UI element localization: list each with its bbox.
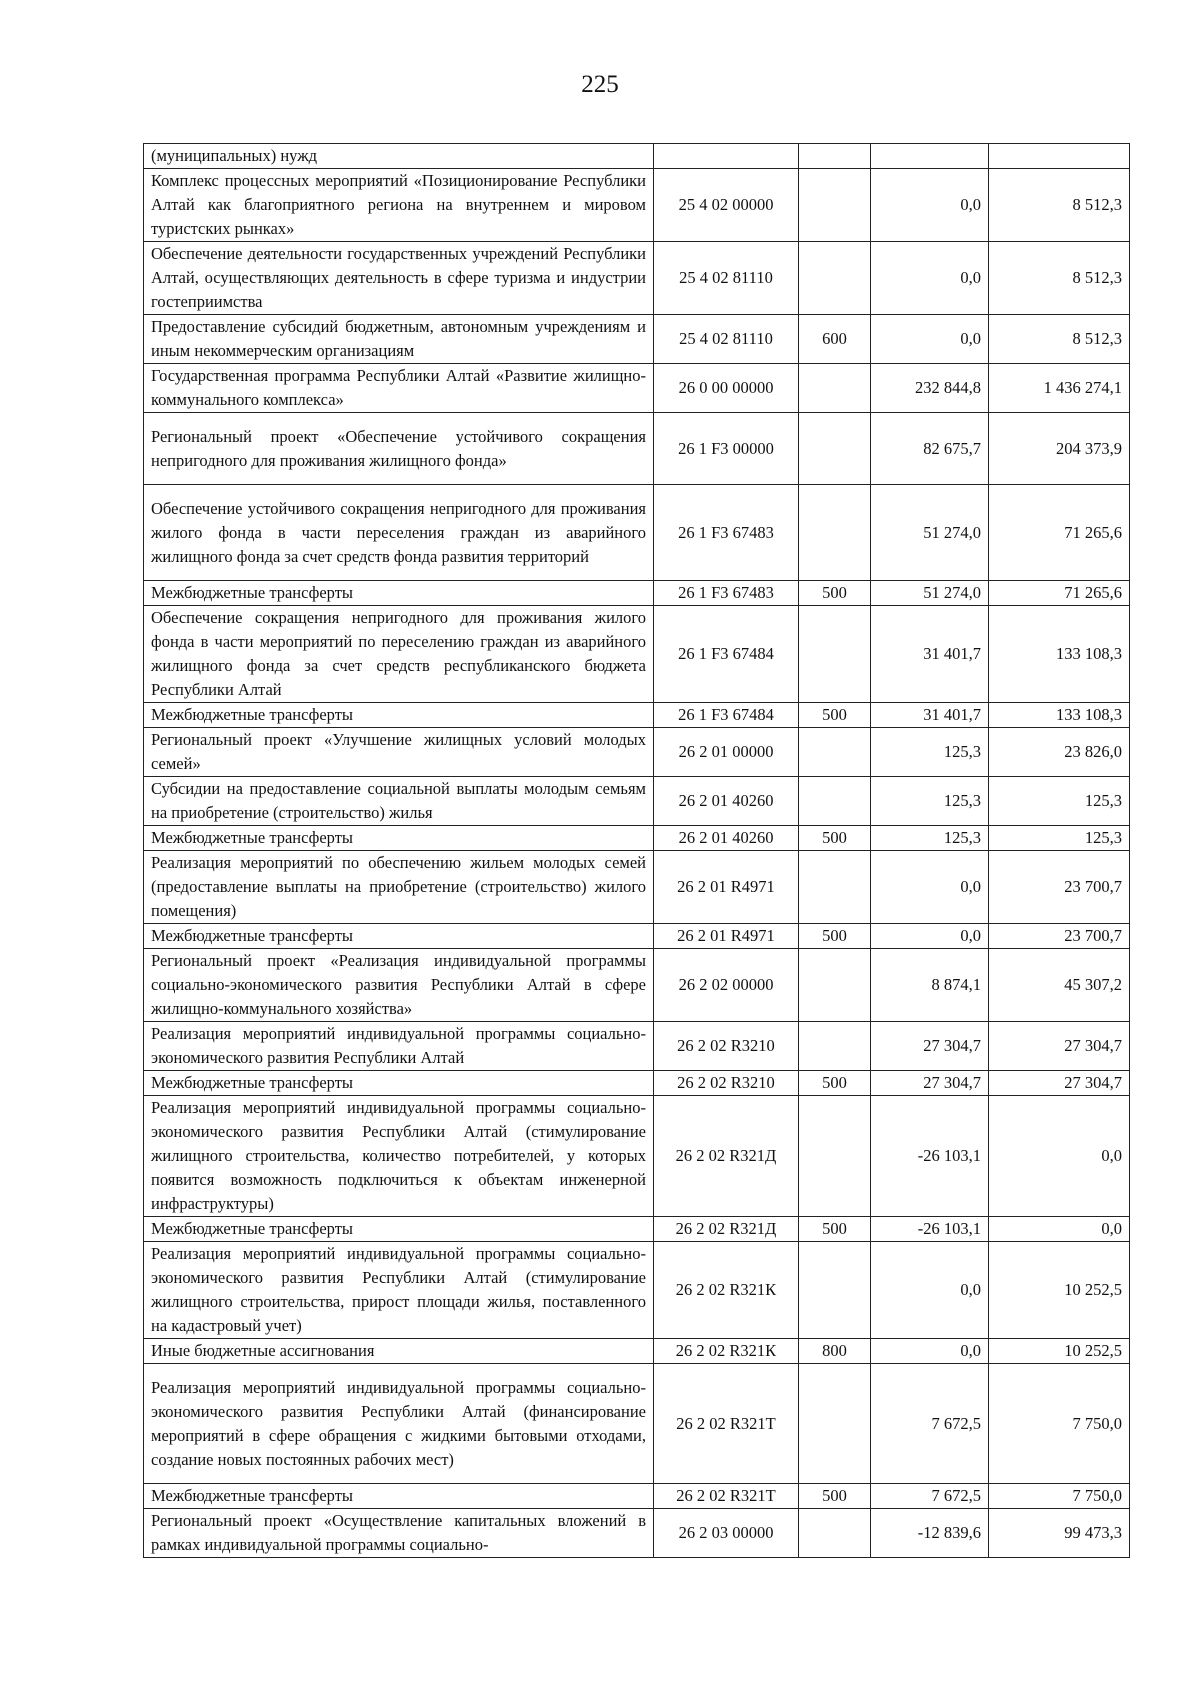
table-row bbox=[144, 1096, 1130, 1217]
cell-value-2: 27 304,7 bbox=[989, 1071, 1130, 1096]
table-row bbox=[144, 826, 1130, 851]
page-number: 225 bbox=[581, 71, 619, 98]
table-row bbox=[144, 485, 1130, 581]
cell-name: Предоставление субсидий бюджетным, автономным учреждениям и иным некоммерческим организациям bbox=[144, 315, 654, 364]
cell-name: Реализация мероприятий индивидуальной программы социально-экономического развития Республики Алтай bbox=[144, 1022, 654, 1071]
cell-value-1: 0,0 bbox=[871, 1242, 989, 1339]
table-row bbox=[144, 1071, 1130, 1096]
cell-value-2: 0,0 bbox=[989, 1096, 1130, 1217]
cell-name: Обеспечение деятельности государственных учреждений Республики Алтай, осуществляющих деятельность в сфере туризма и индустрии гостеприимства bbox=[144, 242, 654, 315]
cell-value-2: 133 108,3 bbox=[989, 606, 1130, 703]
cell-value-2: 10 252,5 bbox=[989, 1339, 1130, 1364]
cell-name: Региональный проект «Осуществление капитальных вложений в рамках индивидуальной программы социально- bbox=[144, 1509, 654, 1558]
cell-vr bbox=[799, 169, 871, 242]
table-row bbox=[144, 315, 1130, 364]
cell-name: Межбюджетные трансферты bbox=[144, 703, 654, 728]
cell-value-1: 125,3 bbox=[871, 826, 989, 851]
cell-value-2: 125,3 bbox=[989, 826, 1130, 851]
cell-vr bbox=[799, 485, 871, 581]
cell-vr bbox=[799, 242, 871, 315]
cell-code: 26 1 F3 67484 bbox=[654, 606, 799, 703]
cell-value-1: 31 401,7 bbox=[871, 606, 989, 703]
table-row bbox=[144, 1484, 1130, 1509]
cell-vr bbox=[799, 144, 871, 169]
cell-value-2: 23 700,7 bbox=[989, 924, 1130, 949]
cell-code: 26 2 01 00000 bbox=[654, 728, 799, 777]
table-row bbox=[144, 1242, 1130, 1339]
cell-value-1: 232 844,8 bbox=[871, 364, 989, 413]
cell-vr bbox=[799, 949, 871, 1022]
cell-vr: 500 bbox=[799, 1484, 871, 1509]
table-row bbox=[144, 777, 1130, 826]
table-row bbox=[144, 169, 1130, 242]
cell-code: 26 1 F3 67484 bbox=[654, 703, 799, 728]
cell-vr: 600 bbox=[799, 315, 871, 364]
table-row bbox=[144, 581, 1130, 606]
table-row bbox=[144, 1217, 1130, 1242]
table-row bbox=[144, 703, 1130, 728]
table-row bbox=[144, 364, 1130, 413]
budget-table-body bbox=[144, 144, 1130, 1558]
cell-value-1: 125,3 bbox=[871, 777, 989, 826]
cell-code: 26 2 02 R321К bbox=[654, 1242, 799, 1339]
cell-vr: 500 bbox=[799, 924, 871, 949]
cell-value-1: 31 401,7 bbox=[871, 703, 989, 728]
cell-code: 26 2 02 R321Д bbox=[654, 1217, 799, 1242]
cell-vr bbox=[799, 1022, 871, 1071]
cell-value-1: 0,0 bbox=[871, 242, 989, 315]
cell-name: Региональный проект «Реализация индивидуальной программы социально-экономического развития Республики Алтай в сфере жилищно-коммунального хозяйства» bbox=[144, 949, 654, 1022]
table-row bbox=[144, 144, 1130, 169]
cell-name: Комплекс процессных мероприятий «Позиционирование Республики Алтай как благоприятного региона на внутреннем и мировом туристских рынках» bbox=[144, 169, 654, 242]
cell-code: 26 2 01 R4971 bbox=[654, 851, 799, 924]
cell-name: Государственная программа Республики Алтай «Развитие жилищно-коммунального комплекса» bbox=[144, 364, 654, 413]
cell-value-1: 125,3 bbox=[871, 728, 989, 777]
cell-value-2: 7 750,0 bbox=[989, 1484, 1130, 1509]
cell-code: 25 4 02 81110 bbox=[654, 242, 799, 315]
cell-value-1: 8 874,1 bbox=[871, 949, 989, 1022]
cell-code: 26 2 01 40260 bbox=[654, 777, 799, 826]
cell-name: Реализация мероприятий индивидуальной программы социально-экономического развития Республики Алтай (стимулирование жилищного строительства, прирост площади жилья, поставленного на кадастровый учет) bbox=[144, 1242, 654, 1339]
cell-value-2: 1 436 274,1 bbox=[989, 364, 1130, 413]
cell-name: Межбюджетные трансферты bbox=[144, 1217, 654, 1242]
cell-name: Обеспечение устойчивого сокращения непригодного для проживания жилого фонда в части переселения граждан из аварийного жилищного фонда за счет средств фонда развития территорий bbox=[144, 485, 654, 581]
cell-value-1: -26 103,1 bbox=[871, 1217, 989, 1242]
cell-value-1: 7 672,5 bbox=[871, 1484, 989, 1509]
cell-code: 26 1 F3 00000 bbox=[654, 413, 799, 485]
cell-code: 25 4 02 81110 bbox=[654, 315, 799, 364]
cell-code: 26 0 00 00000 bbox=[654, 364, 799, 413]
cell-value-2: 99 473,3 bbox=[989, 1509, 1130, 1558]
cell-code: 26 2 02 R3210 bbox=[654, 1071, 799, 1096]
table-row bbox=[144, 1364, 1130, 1484]
cell-code bbox=[654, 144, 799, 169]
cell-value-2: 10 252,5 bbox=[989, 1242, 1130, 1339]
cell-vr bbox=[799, 1242, 871, 1339]
cell-value-1: 0,0 bbox=[871, 924, 989, 949]
cell-code: 26 2 02 R321Т bbox=[654, 1484, 799, 1509]
cell-code: 26 1 F3 67483 bbox=[654, 581, 799, 606]
cell-value-1: 51 274,0 bbox=[871, 581, 989, 606]
cell-value-2: 7 750,0 bbox=[989, 1364, 1130, 1484]
table-row bbox=[144, 924, 1130, 949]
table-row bbox=[144, 728, 1130, 777]
cell-code: 26 2 02 R321К bbox=[654, 1339, 799, 1364]
table-row bbox=[144, 851, 1130, 924]
cell-name: Межбюджетные трансферты bbox=[144, 924, 654, 949]
cell-vr bbox=[799, 1509, 871, 1558]
cell-vr bbox=[799, 777, 871, 826]
cell-name: Субсидии на предоставление социальной выплаты молодым семьям на приобретение (строительство) жилья bbox=[144, 777, 654, 826]
cell-value-2: 45 307,2 bbox=[989, 949, 1130, 1022]
table-row bbox=[144, 1339, 1130, 1364]
cell-name: Региональный проект «Улучшение жилищных условий молодых семей» bbox=[144, 728, 654, 777]
cell-vr bbox=[799, 413, 871, 485]
cell-code: 26 2 03 00000 bbox=[654, 1509, 799, 1558]
cell-value-2: 71 265,6 bbox=[989, 485, 1130, 581]
cell-name: Межбюджетные трансферты bbox=[144, 1071, 654, 1096]
cell-vr bbox=[799, 728, 871, 777]
table-row bbox=[144, 242, 1130, 315]
cell-code: 26 2 01 R4971 bbox=[654, 924, 799, 949]
cell-vr bbox=[799, 606, 871, 703]
cell-vr: 500 bbox=[799, 1217, 871, 1242]
cell-vr bbox=[799, 1364, 871, 1484]
cell-vr bbox=[799, 851, 871, 924]
cell-value-2: 71 265,6 bbox=[989, 581, 1130, 606]
cell-name: Межбюджетные трансферты bbox=[144, 826, 654, 851]
cell-value-2: 8 512,3 bbox=[989, 315, 1130, 364]
cell-value-1: 0,0 bbox=[871, 315, 989, 364]
cell-code: 26 2 02 R321Т bbox=[654, 1364, 799, 1484]
cell-value-2: 204 373,9 bbox=[989, 413, 1130, 485]
table-row bbox=[144, 1509, 1130, 1558]
cell-vr bbox=[799, 1096, 871, 1217]
cell-code: 26 2 01 40260 bbox=[654, 826, 799, 851]
table-row bbox=[144, 1022, 1130, 1071]
cell-code: 26 2 02 R3210 bbox=[654, 1022, 799, 1071]
cell-name: Региональный проект «Обеспечение устойчивого сокращения непригодного для проживания жилищного фонда» bbox=[144, 413, 654, 485]
cell-vr: 800 bbox=[799, 1339, 871, 1364]
cell-vr: 500 bbox=[799, 826, 871, 851]
cell-value-2: 23 826,0 bbox=[989, 728, 1130, 777]
cell-name: Реализация мероприятий индивидуальной программы социально-экономического развития Республики Алтай (стимулирование жилищного строительства, количество потребителей, у которых появится возможность подключиться к объектам инженерной инфраструктуры) bbox=[144, 1096, 654, 1217]
cell-value-2: 0,0 bbox=[989, 1217, 1130, 1242]
cell-name: (муниципальных) нужд bbox=[144, 144, 654, 169]
cell-vr: 500 bbox=[799, 581, 871, 606]
cell-value-2: 23 700,7 bbox=[989, 851, 1130, 924]
cell-name: Межбюджетные трансферты bbox=[144, 581, 654, 606]
cell-value-1: -12 839,6 bbox=[871, 1509, 989, 1558]
cell-value-1: 0,0 bbox=[871, 169, 989, 242]
cell-value-1: 7 672,5 bbox=[871, 1364, 989, 1484]
cell-code: 26 2 02 R321Д bbox=[654, 1096, 799, 1217]
cell-name: Реализация мероприятий по обеспечению жильем молодых семей (предоставление выплаты на приобретение (строительство) жилого помещения) bbox=[144, 851, 654, 924]
cell-vr: 500 bbox=[799, 703, 871, 728]
cell-value-1: 27 304,7 bbox=[871, 1022, 989, 1071]
cell-value-1: 0,0 bbox=[871, 1339, 989, 1364]
cell-code: 26 1 F3 67483 bbox=[654, 485, 799, 581]
cell-name: Иные бюджетные ассигнования bbox=[144, 1339, 654, 1364]
cell-vr: 500 bbox=[799, 1071, 871, 1096]
cell-name: Обеспечение сокращения непригодного для проживания жилого фонда в части мероприятий по переселению граждан из аварийного жилищного фонда за счет средств республиканского бюджета Республики Алтай bbox=[144, 606, 654, 703]
cell-value-2: 133 108,3 bbox=[989, 703, 1130, 728]
table-row bbox=[144, 413, 1130, 485]
cell-value-1: -26 103,1 bbox=[871, 1096, 989, 1217]
cell-value-1: 82 675,7 bbox=[871, 413, 989, 485]
cell-value-1: 0,0 bbox=[871, 851, 989, 924]
cell-value-1 bbox=[871, 144, 989, 169]
cell-vr bbox=[799, 364, 871, 413]
cell-name: Межбюджетные трансферты bbox=[144, 1484, 654, 1509]
cell-value-2 bbox=[989, 144, 1130, 169]
cell-name: Реализация мероприятий индивидуальной программы социально-экономического развития Республики Алтай (финансирование мероприятий в сфере обращения с жидкими бытовыми отходами, создание новых постоянных рабочих мест) bbox=[144, 1364, 654, 1484]
cell-value-2: 27 304,7 bbox=[989, 1022, 1130, 1071]
budget-table bbox=[143, 143, 1130, 1558]
cell-value-1: 27 304,7 bbox=[871, 1071, 989, 1096]
table-row bbox=[144, 606, 1130, 703]
cell-value-2: 8 512,3 bbox=[989, 242, 1130, 315]
cell-value-2: 8 512,3 bbox=[989, 169, 1130, 242]
cell-value-1: 51 274,0 bbox=[871, 485, 989, 581]
cell-code: 26 2 02 00000 bbox=[654, 949, 799, 1022]
cell-value-2: 125,3 bbox=[989, 777, 1130, 826]
cell-code: 25 4 02 00000 bbox=[654, 169, 799, 242]
table-row bbox=[144, 949, 1130, 1022]
